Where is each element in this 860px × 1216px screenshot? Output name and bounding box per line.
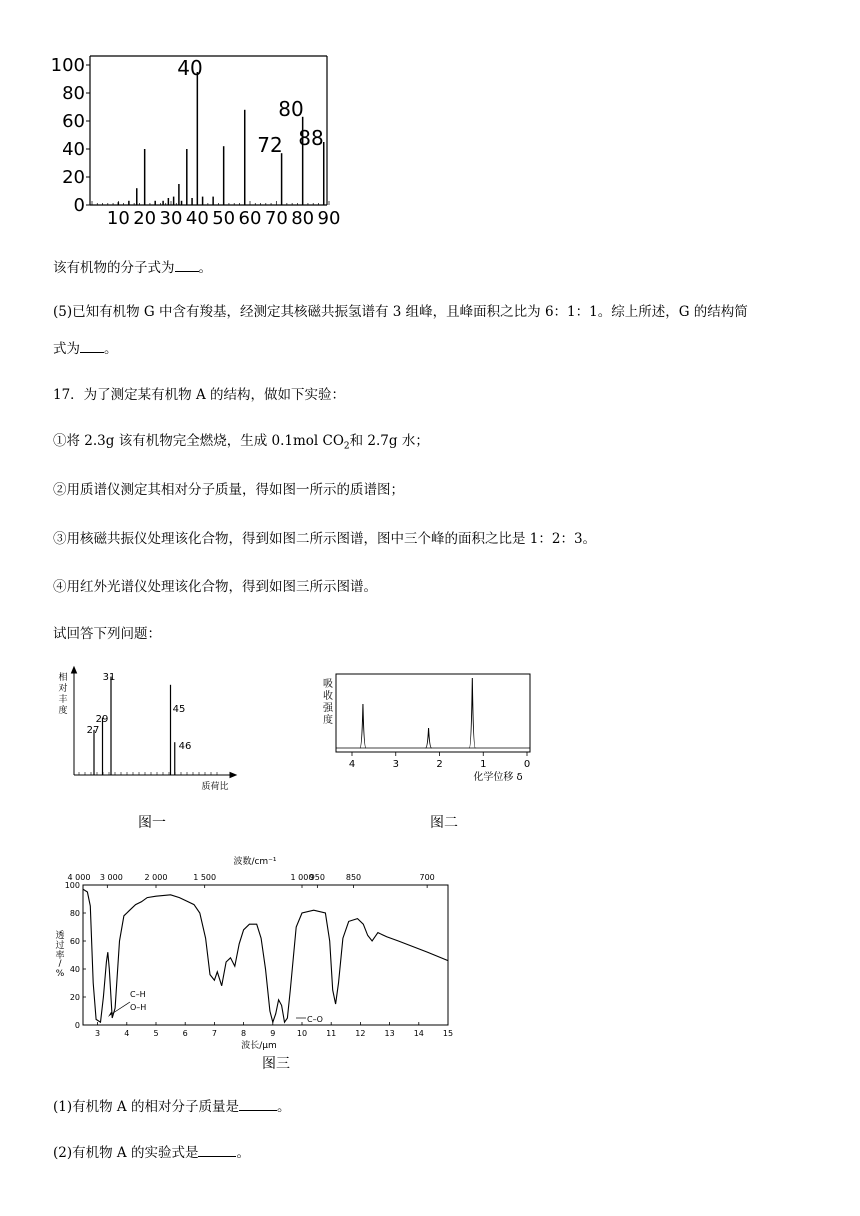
peak-label-40: 40 [177, 56, 203, 80]
fig2-tick-label: 2 [436, 759, 443, 770]
fig1-peak-label-29: 29 [95, 714, 109, 725]
fig3-x-tick-label: 7 [211, 1029, 217, 1038]
fig2-ylabel-char: 收 [323, 691, 333, 702]
ms-top-x-tick-label: 40 [185, 208, 209, 229]
fig3-y-tick-label: 0 [74, 1021, 80, 1030]
fig3-top-title: 波数/cm⁻¹ [233, 857, 277, 867]
figure-3-ir-spectrum [50, 852, 460, 1052]
ms-top-y-tick-label: 60 [62, 111, 85, 132]
fig3-y-tick-label: 100 [64, 881, 80, 890]
fig3-top-tick-label: 850 [345, 873, 362, 882]
fig2-frame [336, 674, 530, 752]
fig1-peak-label-27: 27 [86, 725, 100, 736]
fig3-y-tick-label: 40 [69, 965, 80, 974]
fig1-caption: 图一 [138, 815, 166, 831]
ms-top-bars [118, 72, 323, 205]
fig1-ylabel-char: 对 [58, 684, 68, 694]
fig3-x-tick-label: 4 [124, 1029, 130, 1038]
answer-2-text: (2)有机物 A 的实验式是 [53, 1145, 199, 1161]
fig2-caption: 图二 [430, 815, 458, 831]
answer-blank [80, 339, 104, 353]
answer-blank [175, 258, 199, 272]
fig3-y-tick-label: 20 [69, 993, 80, 1002]
ms-top-x-tick-label: 50 [212, 208, 236, 229]
period: 。 [104, 341, 118, 357]
anno-c-o: C–O [307, 1015, 323, 1024]
answer-blank [198, 1143, 236, 1157]
fig3-ylabel-char: 率 [55, 951, 65, 961]
ms-top-x-tick-label: 70 [264, 208, 288, 229]
fig3-ylabel-char: / [58, 959, 62, 969]
fig3-y-tick-label: 80 [69, 909, 80, 918]
peak-label-80: 80 [278, 97, 304, 121]
ms-top-axes [90, 56, 327, 205]
answer-2 [53, 1143, 250, 1162]
q17-step2: ②用质谱仪测定其相对分子质量，得如图一所示的质谱图； [53, 482, 404, 498]
ms-top-x-tick-label: 20 [133, 208, 157, 229]
ms-top-x-tick-label: 60 [238, 208, 262, 229]
fig3-top-tick-label: 1 500 [193, 873, 217, 882]
step1-subscript: 2 [343, 441, 350, 452]
figure-2-nmr-spectrum [300, 672, 560, 787]
figure-1-mass-spectrum [55, 665, 245, 795]
step1-text: ①将 2.3g 该有机物完全燃烧，生成 0.1mol CO [53, 433, 344, 449]
ms-top-y-tick-label: 100 [50, 55, 85, 76]
fig2-peak [360, 704, 366, 748]
formula-question [53, 258, 212, 277]
fig3-ylabel-char: 透 [55, 931, 65, 941]
fig3-y-tick-label: 60 [69, 937, 80, 946]
fig2-peak [469, 678, 475, 748]
fig3-x-tick-label: 13 [384, 1029, 395, 1038]
fig3-x-ticks [95, 1022, 453, 1038]
fig3-x-tick-label: 11 [326, 1029, 337, 1038]
fig2-tick-label: 1 [480, 759, 487, 770]
fig3-annotations [108, 990, 323, 1024]
q5-line1: (5)已知有机物 G 中含有羧基，经测定其核磁共振氢谱有 3 组峰，且峰面积之比为 6：1：1。综上所述，G 的结构简 [53, 304, 748, 320]
fig1-ylabel-char: 相 [58, 673, 68, 683]
fig1-peak-label-45: 45 [172, 704, 186, 715]
fig2-xlabel: 化学位移 δ [473, 772, 523, 783]
fig2-tick-label: 3 [392, 759, 399, 770]
fig2-tick-label: 4 [348, 759, 356, 770]
fig1-ylabel-char: 丰 [58, 695, 68, 705]
fig3-x-tick-label: 14 [413, 1029, 424, 1038]
q17-step3: ③用核磁共振仪处理该化合物，得到如图二所示图谱，图中三个峰的面积之比是 1：2：3。 [53, 531, 597, 547]
fig3-top-tick-label: 950 [309, 873, 326, 882]
ms-top-y-tick-label: 40 [62, 139, 85, 160]
fig2-ylabel [323, 678, 334, 726]
q17-step4: ④用红外光谱仪处理该化合物，得到如图三所示图谱。 [53, 579, 377, 595]
fig1-peak-label-46: 46 [178, 741, 192, 752]
formula-question-text: 该有机物的分子式为 [53, 260, 175, 276]
q17-title: 17．为了测定某有机物 A 的结构，做如下实验： [53, 387, 346, 403]
answer-1-text: (1)有机物 A 的相对分子质量是 [53, 1099, 239, 1115]
answer-1 [53, 1097, 290, 1116]
peak-label-88: 88 [298, 126, 324, 150]
fig3-wavenumber-ticks [68, 873, 435, 888]
fig2-ylabel-char: 度 [323, 715, 333, 726]
step1-text-end: 和 2.7g 水； [349, 433, 429, 449]
peak-label-72: 72 [257, 133, 283, 157]
fig3-ylabel [55, 930, 64, 979]
fig1-ylabel-char: 度 [58, 706, 68, 716]
period: 。 [276, 1099, 291, 1115]
ms-top-y-tick-label: 0 [73, 195, 85, 216]
fig3-x-tick-label: 8 [241, 1029, 247, 1038]
fig3-top-tick-label: 2 000 [144, 873, 168, 882]
ms-top-y-tick-label: 20 [62, 167, 85, 188]
fig3-ylabel-char: 过 [55, 941, 65, 951]
fig2-tick-label: 0 [523, 759, 531, 770]
fig3-x-tick-label: 9 [270, 1029, 276, 1038]
fig2-ylabel-char: 强 [323, 703, 333, 714]
period: 。 [236, 1145, 250, 1161]
fig3-x-tick-label: 15 [442, 1029, 454, 1038]
fig3-ylabel-char: % [55, 969, 65, 979]
top-mass-spectrum [40, 52, 340, 232]
ms-top-y-tick-label: 80 [62, 83, 85, 104]
fig1-ylabel [58, 671, 67, 716]
fig3-x-tick-label: 12 [355, 1029, 366, 1038]
q5-line2 [53, 339, 118, 358]
fig3-top-tick-label: 3 000 [99, 873, 123, 882]
fig2-ylabel-char: 吸 [323, 679, 333, 690]
fig3-caption: 图三 [262, 1056, 290, 1072]
fig2-peaks [360, 678, 475, 748]
ms-top-y-ticks [51, 55, 90, 216]
fig3-x-tick-label: 3 [95, 1029, 101, 1038]
fig3-top-tick-label: 4 000 [67, 873, 91, 882]
fig3-x-tick-label: 5 [153, 1029, 159, 1038]
fig2-x-ticks [349, 752, 530, 770]
fig3-x-tick-label: 10 [296, 1029, 308, 1038]
q17-ask: 试回答下列问题： [53, 626, 161, 642]
fig3-top-tick-label: 700 [419, 873, 435, 882]
ms-top-x-tick-label: 10 [106, 208, 130, 229]
fig1-xlabel: 质荷比 [201, 782, 229, 792]
anno-c-h: C–H [130, 990, 146, 999]
anno-o-h: O–H [130, 1003, 147, 1012]
fig3-top-tick-label: 1 000 [290, 873, 314, 882]
fig3-xlabel: 波长/μm [241, 1041, 277, 1051]
period: 。 [198, 260, 212, 276]
ms-top-x-tick-label: 80 [291, 208, 315, 229]
answer-blank [239, 1097, 277, 1111]
fig1-bars [94, 677, 175, 775]
fig3-x-tick-label: 6 [182, 1029, 188, 1038]
q17-step1 [53, 432, 429, 456]
ms-top-x-tick-label: 30 [159, 208, 183, 229]
fig2-peak [426, 728, 432, 748]
q5-line2-text: 式为 [53, 341, 80, 357]
fig1-peak-label-31: 31 [102, 672, 116, 683]
ms-top-x-tick-label: 90 [317, 208, 340, 229]
